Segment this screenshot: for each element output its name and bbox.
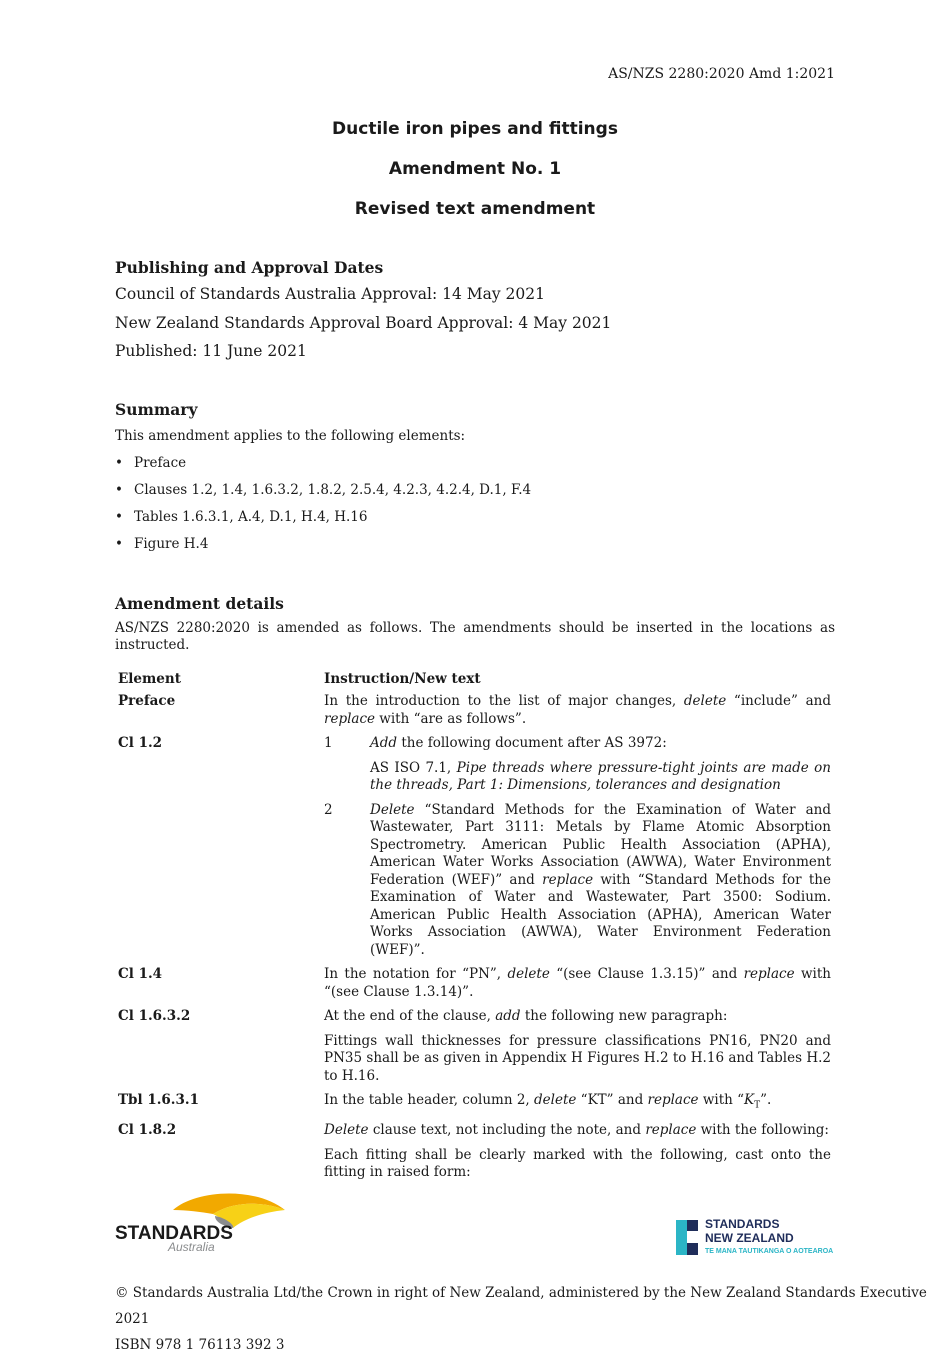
standards-new-zealand-logo [676,1216,846,1258]
summary-list [115,454,835,553]
row-instruction: In the notation for “PN”, delete “(see Clause 1.3.15)” and replace with “(see Clause 1.3.14)”. [324,966,831,1000]
table-row [115,735,835,966]
logo-mark-teal [676,1220,687,1231]
list-item: • Preface [115,454,187,471]
main-content [115,257,835,1189]
bullet: • [115,535,123,552]
table-row [115,693,835,735]
nz-board-approval: New Zealand Standards Approval Board Approval: 4 May 2021 [115,313,612,332]
row-element: Preface [118,693,176,709]
row-instruction: In the introduction to the list of major changes, delete “include” and replace with “are as follows”. [324,693,831,727]
table-header-row [115,671,835,694]
bullet: • [115,454,123,471]
summary-intro: This amendment applies to the following elements: [115,427,466,444]
row-element: Cl 1.2 [118,735,163,751]
row-instruction: Delete clause text, not including the note, and replace with the following: Each fitting shall be clearly marked with the following, cast onto the fitting in raised form: [324,1122,831,1181]
list-item: • Figure H.4 [115,535,209,552]
row-element: Cl 1.4 [118,966,163,982]
table-row [115,1008,835,1092]
logo-wordmark: STANDARDS [705,1217,780,1231]
list-item: • Clauses 1.2, 1.4, 1.6.3.2, 1.8.2, 2.5.4, 4.2.3, 4.2.4, D.1, F.4 [115,481,532,498]
table-row [115,966,835,1008]
publishing-heading: Publishing and Approval Dates [115,258,384,277]
details-section [115,593,835,1189]
column-header-element: Element [118,670,181,687]
details-heading: Amendment details [115,593,284,613]
summary-heading: Summary [115,399,198,419]
details-intro: AS/NZS 2280:2020 is amended as follows. The amendments should be inserted in the locations as instructed. [115,619,835,653]
publishing-section [115,257,835,366]
bullet: • [115,508,123,525]
standards-australia-logo [115,1188,290,1254]
isbn: ISBN 978 1 76113 392 3 [115,1337,285,1353]
amendment-type: Revised text amendment [354,199,596,219]
council-approval: Council of Standards Australia Approval: 14 May 2021 [115,285,545,303]
column-header-instruction: Instruction/New text [324,670,481,687]
logo-wordmark: STANDARDS [115,1223,233,1244]
title-block [0,118,950,238]
document-id: AS/NZS 2280:2020 Amd 1:2021 [608,66,835,82]
row-element: Cl 1.8.2 [118,1122,177,1139]
footer [115,1280,950,1358]
amendment-table [115,671,835,1189]
amendment-number: Amendment No. 1 [388,159,562,179]
table-row [115,1122,835,1189]
row-element: Tbl 1.6.3.1 [118,1092,199,1108]
logo-tagline: TE MANA TAUTIKANGA O AOTEAROA [705,1248,834,1255]
row-element: Cl 1.6.3.2 [118,1008,191,1024]
list-item: • Tables 1.6.3.1, A.4, D.1, H.4, H.16 [115,508,368,525]
row-instruction: In the table header, column 2, delete “KT” and replace with “$K_T$”. [324,1092,772,1111]
row-instruction: 1 Add the following document after AS 3972: AS ISO 7.1, Pipe threads where pressure-tight joints are made on the threads, Part 1: Dimensions, tolerances and designation 2 Delete “Standard Methods for the Examination of Water and Wastewater, Part 3111: Metals by Flame Atomic Absorption Spectrometry. American Public Health Association (APHA), American Water Works Association (AWWA), Water Environment Federation (WEF)” and replace with “Standard Methods for the Examination of Water and Wastewater, Part 3500: Sodium. American Public Health Association (APHA), American Water Works Association (AWWA), Water Environment Federation (WEF)”. [324,735,832,958]
published-date: Published: 11 June 2021 [115,342,307,360]
logo-mark-navy [687,1243,698,1255]
row-instruction: At the end of the clause, add the following new paragraph: Fittings wall thicknesses for pressure classifications PN16, PN20 and PN35 shall be as given in Appendix H Figures H.2 to H.16 and Tables H.2 to H.16. [324,1008,831,1084]
logo-wordmark-2: NEW ZEALAND [705,1231,794,1245]
copyright-notice: © Standards Australia Ltd/the Crown in right of New Zealand, administered by the New Zealand Standards Executive 2021 [115,1285,927,1327]
bullet: • [115,481,123,498]
summary-section [115,399,835,553]
table-row [115,1092,835,1122]
logo-subtext: Australia [168,1240,215,1254]
logo-mark-navy [687,1220,698,1231]
logo-mark-teal [676,1231,687,1255]
document-title: Ductile iron pipes and fittings [332,119,618,139]
